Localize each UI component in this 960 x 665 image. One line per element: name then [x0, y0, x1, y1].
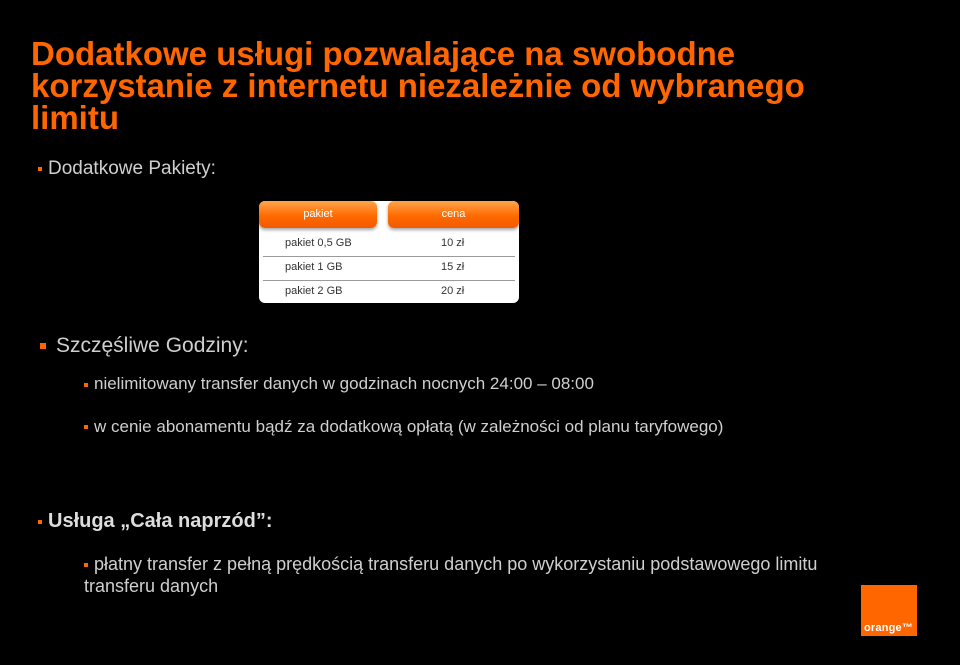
price-table [259, 201, 519, 303]
package-price: 20 zł [441, 285, 465, 297]
bullet-square-icon [84, 425, 88, 429]
package-price: 10 zł [441, 237, 465, 249]
title-line-1: Dodatkowe usługi pozwalające na swobodne [31, 35, 736, 72]
bullet-square-icon [84, 383, 88, 387]
bullet-text: w cenie abonamentu bądź za dodatkową opłatą (w zależności od planu taryfowego) [94, 417, 724, 436]
sub-bullet-cena-abonamentu [84, 416, 844, 438]
sub-bullet-platny-transfer [84, 553, 844, 597]
sub-bullet-nocne-godziny [84, 373, 594, 395]
bullet-text: Dodatkowe Pakiety: [48, 158, 216, 179]
title-line-3: limitu [31, 99, 119, 136]
table-row [263, 280, 515, 304]
package-name: pakiet 0,5 GB [285, 237, 352, 249]
bullet-square-icon [38, 520, 42, 524]
table-row [263, 256, 515, 281]
bullet-text: Usługa „Cała naprzód”: [48, 510, 273, 532]
bullet-dodatkowe-pakiety [38, 158, 216, 180]
bullet-usluga-cala-naprzod [38, 510, 272, 533]
slide-title [31, 35, 941, 136]
table-row [263, 232, 515, 257]
bullet-square-icon [38, 167, 42, 171]
package-name: pakiet 2 GB [285, 285, 343, 297]
orange-logo [861, 585, 917, 636]
bullet-text: płatny transfer z pełną prędkością transferu danych po wykorzystaniu podstawowego limitu transferu danych [84, 554, 818, 596]
bullet-text: Szczęśliwe Godziny: [56, 334, 249, 357]
bullet-square-icon [40, 343, 46, 349]
bullet-square-icon [84, 563, 88, 567]
bullet-szczesliwe-godziny [40, 334, 249, 358]
bullet-text: nielimitowany transfer danych w godzinach nocnych 24:00 – 08:00 [94, 374, 594, 393]
price-table-header-cena: cena [388, 201, 519, 228]
title-line-2: korzystanie z internetu niezależnie od wybranego [31, 67, 805, 104]
logo-text: orange™ [864, 622, 914, 634]
package-price: 15 zł [441, 261, 465, 273]
package-name: pakiet 1 GB [285, 261, 343, 273]
price-table-header-pakiet: pakiet [259, 201, 377, 228]
